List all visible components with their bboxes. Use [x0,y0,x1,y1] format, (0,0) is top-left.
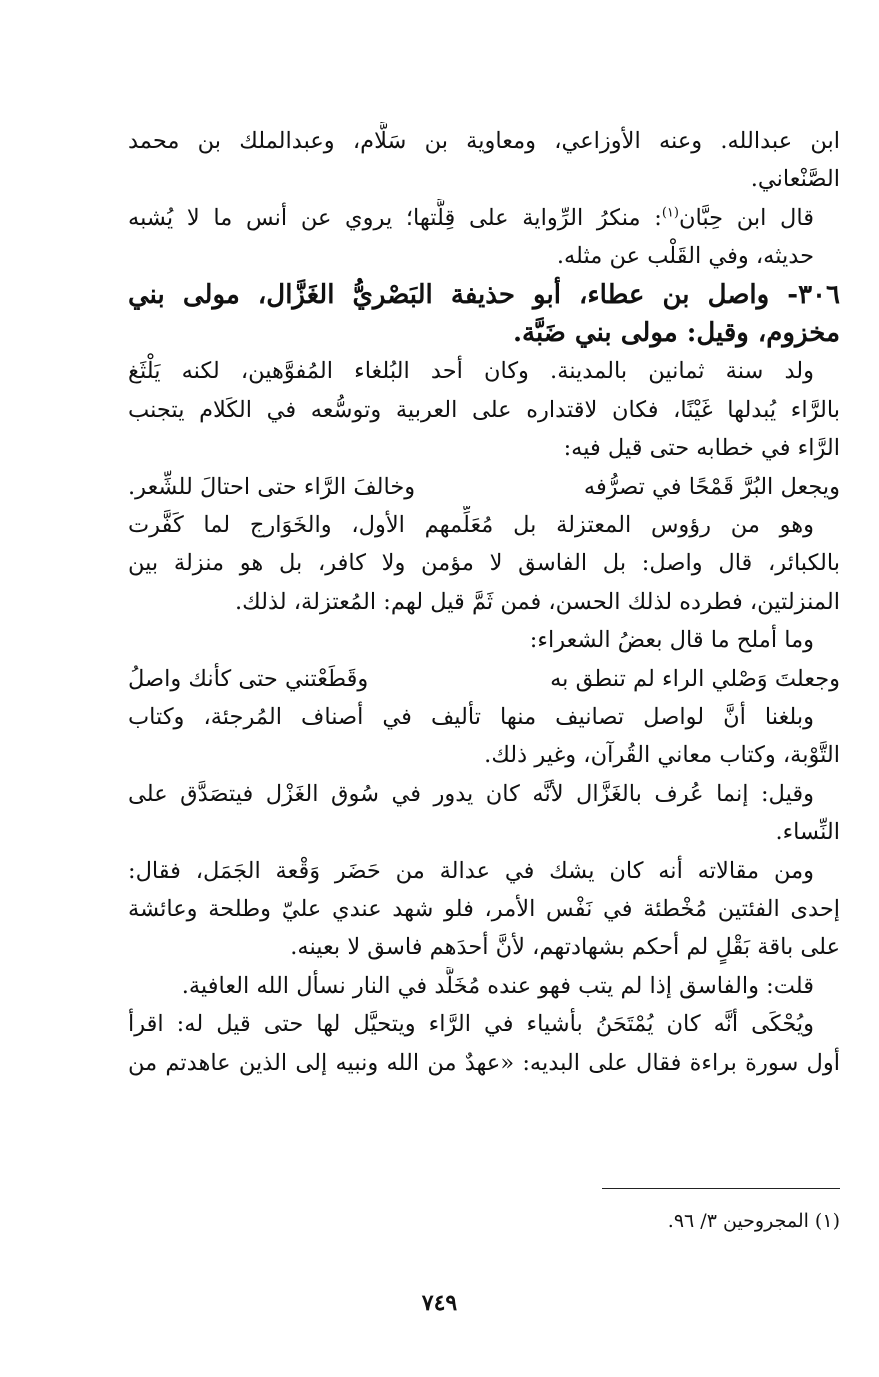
text-line: وبلغنا أنَّ لواصل تصانيف منها تأليف في أصناف المُرجئة، وكتاب [128,703,814,730]
text-line: ويُحْكَى أنَّه كان يُمْتَحَنُ بأشياء في الرَّاء ويتحيَّل لها حتى قيل له: اقرأ [128,1011,814,1038]
text-line: وقيل: إنما عُرف بالغَزَّال لأنَّه كان يدور في سُوق الغَزْل فيتصَدَّق على [128,780,814,807]
text-line: بالرَّاء يُبدلها غَيْنًا، فكان لاقتداره على العربية وتوسُّعه في الكَلام يتجنب [128,396,840,423]
verse-hemistich-1: ويجعل البُرَّ قَمْحًا في تصرُّفه [583,473,840,500]
text-line: أول سورة براءة فقال على البديه: «عهدٌ من الله ونبيه إلى الذين عاهدتم من [128,1049,840,1076]
text-fragment: : منكرُ الرِّواية على قِلَّتها؛ يروي عن أنس ما لا يُشبه [128,204,662,231]
verse-hemistich-2: وخالفَ الرَّاء حتى احتالَ للشِّعر. [128,473,416,500]
text-line: التَّوْبة، وكتاب معاني القُرآن، وغير ذلك. [484,742,840,769]
verse-line [128,660,840,698]
text-line [128,199,840,237]
footnote-reference: (١) [661,205,679,221]
page-body [128,122,840,1082]
text-line: ابن عبدالله. وعنه الأوزاعي، ومعاوية بن سَلَّام، وعبدالملك بن محمد [128,128,840,154]
footnote-divider [602,1188,840,1189]
text-line: وما أملح ما قال بعضُ الشعراء: [529,627,814,654]
text-line: النِّساء. [775,819,840,846]
entry-heading-cont: مخزوم، وقيل: مولى بني ضَبَّة. [512,317,840,348]
text-fragment: قال ابن حِبَّان [678,204,814,231]
verse-line [128,468,840,506]
text-line: حديثه، وفي القَلْب عن مثله. [556,243,814,270]
verse-hemistich-2: وقَطَعْتني حتى كأنك واصلُ [128,665,369,692]
entry-heading: ٣٠٦- واصل بن عطاء، أبو حذيفة البَصْريُّ الغَزَّال، مولى بني [128,279,840,310]
text-line: على باقة بَقْلٍ لم أحكم بشهادتهم، لأنَّ أحدَهم فاسق لا بعينه. [290,934,840,961]
text-line: ولد سنة ثمانين بالمدينة. وكان أحد البُلغاء المُفوَّهين، لكنه يَلْثَغ [128,358,814,385]
text-line: قلت: والفاسق إذا لم يتب فهو عنده مُخَلَّد في النار نسأل الله العافية. [181,972,814,999]
text-line: ومن مقالاته أنه كان يشك في عدالة من حَضَر وَقْعة الجَمَل، فقال: [128,857,814,884]
page-number: ٧٤٩ [421,1290,458,1316]
text-line: بالكبائر، قال واصل: بل الفاسق لا مؤمن ولا كافر، بل هو منزلة بين [128,550,840,577]
verse-hemistich-1: وجعلتَ وَصْلي الراء لم تنطق به [550,665,840,692]
text-line: المنزلتين، فطرده لذلك الحسن، فمن ثَمَّ قيل لهم: المُعتزلة، لذلك. [234,588,840,615]
text-line: الرَّاء في خطابه حتى قيل فيه: [563,435,840,462]
text-line: وهو من رؤوس المعتزلة بل مُعَلِّمهم الأول، والخَوَارج لما كَفَّرت [128,511,814,538]
text-line: إحدى الفئتين مُخْطئة في نَفْس الأمر، فلو شهد عندي عليّ وطلحة وعائشة [128,895,840,922]
text-line: الصَّنْعاني. [750,166,840,193]
footnote: (١) المجروحين ٣/ ٩٦. [667,1210,840,1232]
